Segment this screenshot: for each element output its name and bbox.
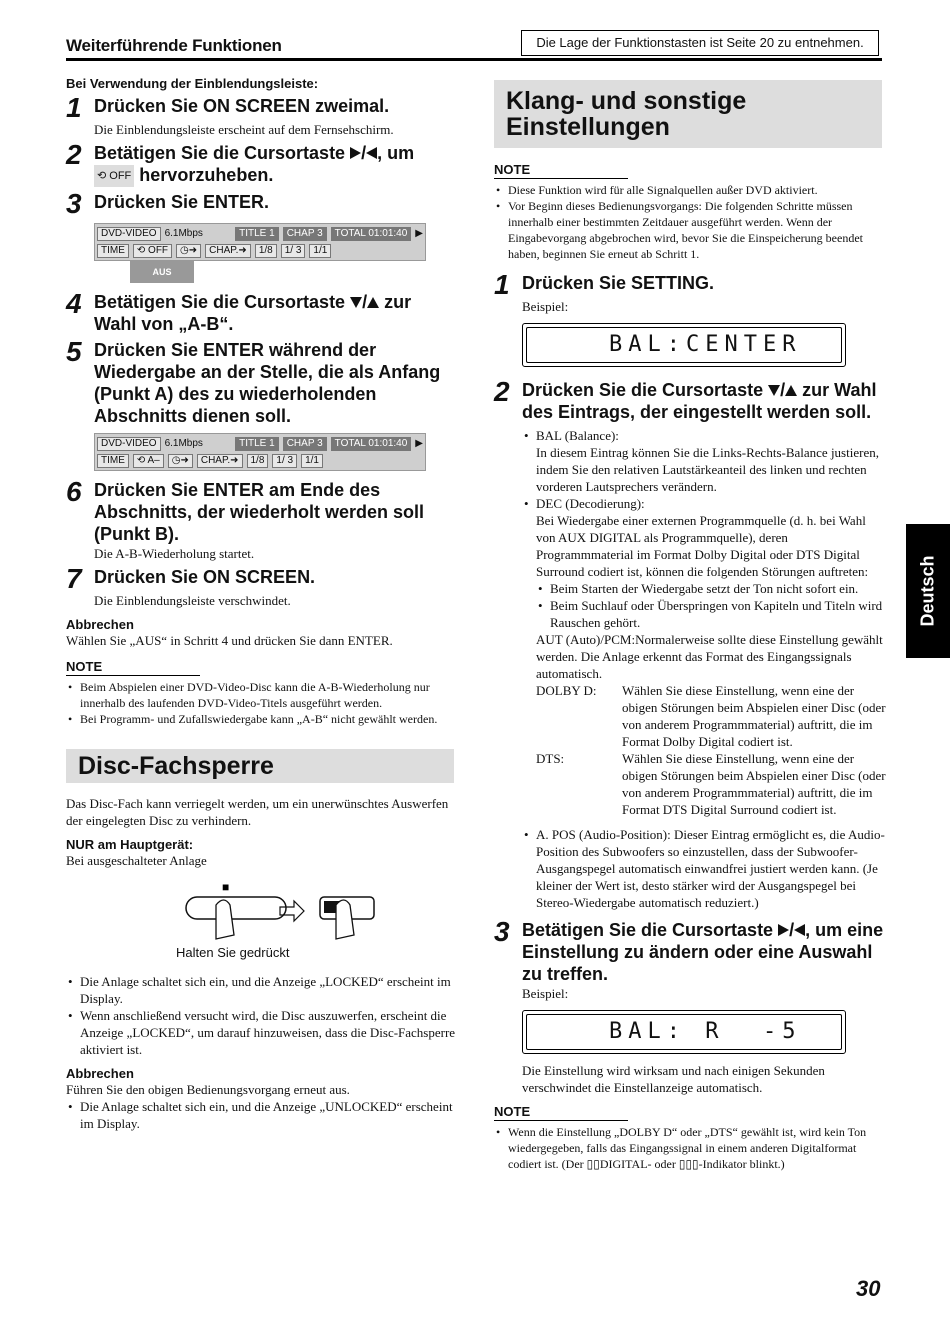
mode-dolby [536,682,886,750]
title-line-2: Einstellungen [506,113,670,141]
left-triangle-icon [794,924,805,936]
step-3 [66,188,458,219]
disc-bullet: • Wenn anschließend versucht wird, die Disc auszuwerfen, erscheint die Anzeige „LOCKED“, um darauf hinzuweisen, dass die Disc-Fachsperre aktiviert ist. [66,1007,458,1058]
step-desc: Die Einblendungsleiste verschwindet. [94,593,291,608]
header-rule [66,58,882,61]
osd-clock-icon: ◷➜ [168,454,193,468]
subheading: Bei Verwendung der Einblendungsleiste: [66,76,319,91]
on-screen-bar-1 [94,223,426,261]
display-text: BAL:CENTER [526,327,842,363]
osd-angle: 1/1 [309,244,331,258]
step-text: Betätigen Sie die Cursortaste / , um eine Einstellung zu ändern oder eine Auswahl zu treffen. [522,920,884,984]
dec-desc: Bei Wiedergabe einer externen Programmquelle (d. h. bei Wahl von AUX DIGITAL als Programmquelle), deren Programmmaterial im Format Dolby Digital oder DTS Digital Surround codiert ist, können die folgenden Störungen auftreten: [536,513,869,579]
down-triangle-icon [350,297,362,308]
osd-total: TOTAL 01:01:40 [331,437,412,451]
display-example-1 [522,323,846,367]
cancel-text: Wählen Sie „AUS“ in Schritt 4 und drücken Sie dann ENTER. [66,633,393,648]
osd-popup-aus [130,261,194,283]
step-number: 3 [66,188,82,219]
step-3 [494,916,886,985]
note-heading: NOTE [66,659,200,676]
step-text-b: , um [377,143,415,163]
on-screen-bar-2 [94,433,426,471]
osd-repeat: ⟲ A– [133,454,164,468]
osd-chapter: CHAP 3 [283,227,327,241]
osd-chapter-select: CHAP.➜ [197,454,243,468]
apos-list [522,826,886,911]
step-7 [66,563,458,594]
step-text-b: , um eine Einstellung zu ändern oder eine Auswahl zu treffen. [522,920,884,984]
right-triangle-icon [778,924,789,936]
step-text: Betätigen Sie die Cursortaste / zur Wahl von „A-B“. [94,292,412,334]
step-number: 4 [66,288,82,319]
step-text-a: Betätigen Sie die Cursortaste [94,292,346,312]
step-text-a: Betätigen Sie die Cursortaste [94,143,346,163]
step-desc: Beispiel: [522,986,569,1001]
disc-lock-intro: Das Disc-Fach kann verriegelt werden, um ein unerwünschtes Auswerfen der eingelegten Disc zu verhindern. [66,796,449,828]
bal-label: • BAL (Balance): [536,428,619,443]
mode-key: DTS: [536,751,565,766]
osd-rate: 6.1Mbps [164,228,203,239]
step-6 [66,476,458,545]
step-desc: Beispiel: [522,299,569,314]
step-text-c: hervorzuheben. [139,165,274,185]
up-triangle-icon [785,385,797,396]
page-reference-note: Die Lage der Funktionstasten ist Seite 20 zu entnehmen. [521,30,879,56]
section-title: Weiterführende Funktionen [66,36,282,55]
step-text: Drücken Sie ON SCREEN zweimal. [94,96,390,116]
step-text: Betätigen Sie die Cursortaste / , um ⟲ OFF hervorzuheben. [94,143,415,185]
sound-settings-title [494,80,882,148]
left-column [66,76,458,1132]
osd-source: DVD-VIDEO [97,437,161,451]
display-text: BAL: R -5 [526,1014,842,1050]
up-triangle-icon [367,297,379,308]
left-triangle-icon [366,147,377,159]
disc-bullet: • Die Anlage schaltet sich ein, und die Anzeige „LOCKED“ erscheint im Display. [66,973,458,1007]
main-unit-only: NUR am Hauptgerät: [66,837,194,852]
step-1 [494,269,886,300]
step-text: Drücken Sie ENTER. [94,192,270,212]
step-text: Drücken Sie ENTER während der Wiedergabe an der Stelle, die als Anfang (Punkt A) des zu wiederholenden Abschnitts dienen soll. [94,340,441,426]
note-heading: NOTE [494,162,628,179]
step-1 [66,92,458,123]
main-unit-only-sub: Bei ausgeschalteter Anlage [66,853,207,868]
step-text: Drücken Sie SETTING. [522,273,715,293]
note-list [66,679,458,727]
repeat-off-chip: ⟲ OFF [94,165,134,187]
step-5 [66,336,458,427]
page-number: 30 [856,1276,881,1301]
svg-text:■: ■ [222,880,230,894]
osd-clock-icon: ◷➜ [176,244,201,258]
mode-value: Normalerweise sollte diese Einstellung gewählt werden. Die Anlage erkennt das Format des Eingangssignals automatisch. [536,632,883,681]
step-number: 3 [494,916,510,947]
step-text-a: Drücken Sie die Cursortaste [522,380,764,400]
down-triangle-icon [768,385,780,396]
dec-problem: • Beim Starten der Wiedergabe setzt der Ton nicht sofort ein. [536,580,886,597]
step-number: 1 [494,269,510,300]
mode-value: Wählen Sie diese Einstellung, wenn eine der obigen Störungen beim Abspielen einer Disc (oder von anderem Programmmaterial) auftritt, die im Format Dolby Digital codiert ist. [622,683,886,749]
osd-time: TIME [97,454,129,468]
step-text-b: zur Wahl des Eintrags, der eingestellt werden soll. [522,380,877,422]
step-number: 5 [66,336,82,367]
step-desc: Die A-B-Wiederholung startet. [94,546,255,561]
hold-label: Halten Sie gedrückt [176,945,290,960]
osd-repeat: ⟲ OFF [133,244,172,258]
cancel2-bullets [66,1098,458,1132]
play-icon: ▶ [415,228,423,239]
step-number: 6 [66,476,82,507]
osd-rate: 6.1Mbps [164,438,203,449]
step-text-b: zur Wahl von „A-B“. [94,292,412,334]
osd-subtitle: 1/ 3 [281,244,306,258]
mode-dts [536,750,886,818]
step-text-a: Betätigen Sie die Cursortaste [522,920,774,940]
osd-time: TIME [97,244,129,258]
step-2 [494,376,886,423]
button-illustration [66,877,458,967]
language-tab-label: Deutsch [917,555,938,627]
cancel2-bullet: • Die Anlage schaltet sich ein, und die Anzeige „UNLOCKED“ erscheint im Display. [66,1098,458,1132]
bal-item [522,427,886,495]
osd-audio: 1/8 [255,244,277,258]
note-heading: NOTE [494,1104,628,1121]
step-text: Drücken Sie ON SCREEN. [94,567,316,587]
osd-chapter: CHAP 3 [283,437,327,451]
mode-key: AUT (Auto)/PCM: [536,632,636,647]
step-number: 2 [66,139,82,170]
step-text: Drücken Sie ENTER am Ende des Abschnitts, der wiederholt werden soll (Punkt B). [94,480,425,544]
cancel-heading: Abbrechen [66,617,134,632]
apos-item: • A. POS (Audio-Position): Dieser Eintrag ermöglicht es, die Audio-Position des Subwoofers so einzustellen, dass der Subwoofer-Ausgangspegel automatisch einwandfrei justiert werden kann. (Je kleiner der Wert ist, desto stärker wird der Ausgangspegel bei Stereo-Wiedergabe automatisch reduziert.) [522,826,886,911]
after-display-text: Die Einstellung wird wirksam und nach einigen Sekunden verschwindet die Einstellanzeige automatisch. [522,1063,825,1095]
dec-item [522,495,886,631]
osd-audio: 1/8 [247,454,269,468]
osd-subtitle: 1/ 3 [272,454,297,468]
right-column [494,80,886,1172]
note-item: • Vor Beginn dieses Bedienungsvorgangs: Die folgenden Schritte müssen innerhalb einer bestimmten Zeitdauer ausgeführt werden. Wenn der Eingabevorgang abgebrochen wird, bevor Sie die Einspeicherung beendet haben, beginnen Sie erneut ab Schritt 1. [494,198,886,262]
dec-label: • DEC (Decodierung): [536,496,645,511]
disc-lock-title: Disc-Fachsperre [66,749,454,783]
step-text: Drücken Sie die Cursortaste / zur Wahl des Eintrags, der eingestellt werden soll. [522,380,877,422]
osd-chapter-select: CHAP.➜ [205,244,251,258]
note-item: • Beim Abspielen einer DVD-Video-Disc kann die A-B-Wiederholung nur innerhalb des laufenden DVD-Video-Titels ausgeführt werden. [66,679,458,711]
step-4 [66,288,458,335]
step-number: 7 [66,563,82,594]
play-icon: ▶ [415,438,423,449]
step-2 [66,139,458,187]
osd-source: DVD-VIDEO [97,227,161,241]
osd-title: TITLE 1 [235,227,279,241]
setting-items [522,427,886,631]
display-example-2 [522,1010,846,1054]
dec-problem: • Beim Suchlauf oder Überspringen von Kapiteln und Titeln wird Rauschen gehört. [536,597,886,631]
decode-modes [536,631,886,818]
right-triangle-icon [350,147,361,159]
note-item: • Diese Funktion wird für alle Signalquellen außer DVD aktiviert. [494,182,886,198]
note-list [494,1124,886,1172]
step-number: 2 [494,376,510,407]
note-item: • Bei Programm- und Zufallswiedergabe kann „A-B“ nicht gewählt werden. [66,711,458,727]
osd-total: TOTAL 01:01:40 [331,227,412,241]
note-item: • Wenn die Einstellung „DOLBY D“ oder „DTS“ gewählt ist, wird kein Ton wiedergegeben, falls das Eingangssignal in einem anderen Digitalformat codiert ist. (Der ▯▯DIGITAL- oder ▯▯▯-Indikator blinkt.) [494,1124,886,1172]
language-tab [906,524,950,658]
cancel2-text: Führen Sie den obigen Bedienungsvorgang erneut aus. [66,1082,350,1097]
dec-problems [536,580,886,631]
mode-key: DOLBY D: [536,683,597,698]
step-desc: Die Einblendungsleiste erscheint auf dem Fernsehschirm. [94,122,394,137]
osd-popup-label: AUS [152,267,172,277]
note-list [494,182,886,262]
cancel2-heading: Abbrechen [66,1066,134,1081]
osd-angle: 1/1 [301,454,323,468]
osd-title: TITLE 1 [235,437,279,451]
mode-aut [536,631,886,682]
disc-lock-bullets [66,973,458,1058]
mode-value: Wählen Sie diese Einstellung, wenn eine der obigen Störungen beim Abspielen einer Disc (oder von anderem Programmmaterial) auftritt, die im Format DTS Digital Surround codiert ist. [622,751,886,817]
title-line-1: Klang- und sonstige [506,87,747,115]
step-number: 1 [66,92,82,123]
bal-desc: In diesem Eintrag können Sie die Links-Rechts-Balance justieren, indem Sie den relativen Lautstärkeanteil des linken und rechten vorderen Lautsprechers verändern. [536,445,879,494]
